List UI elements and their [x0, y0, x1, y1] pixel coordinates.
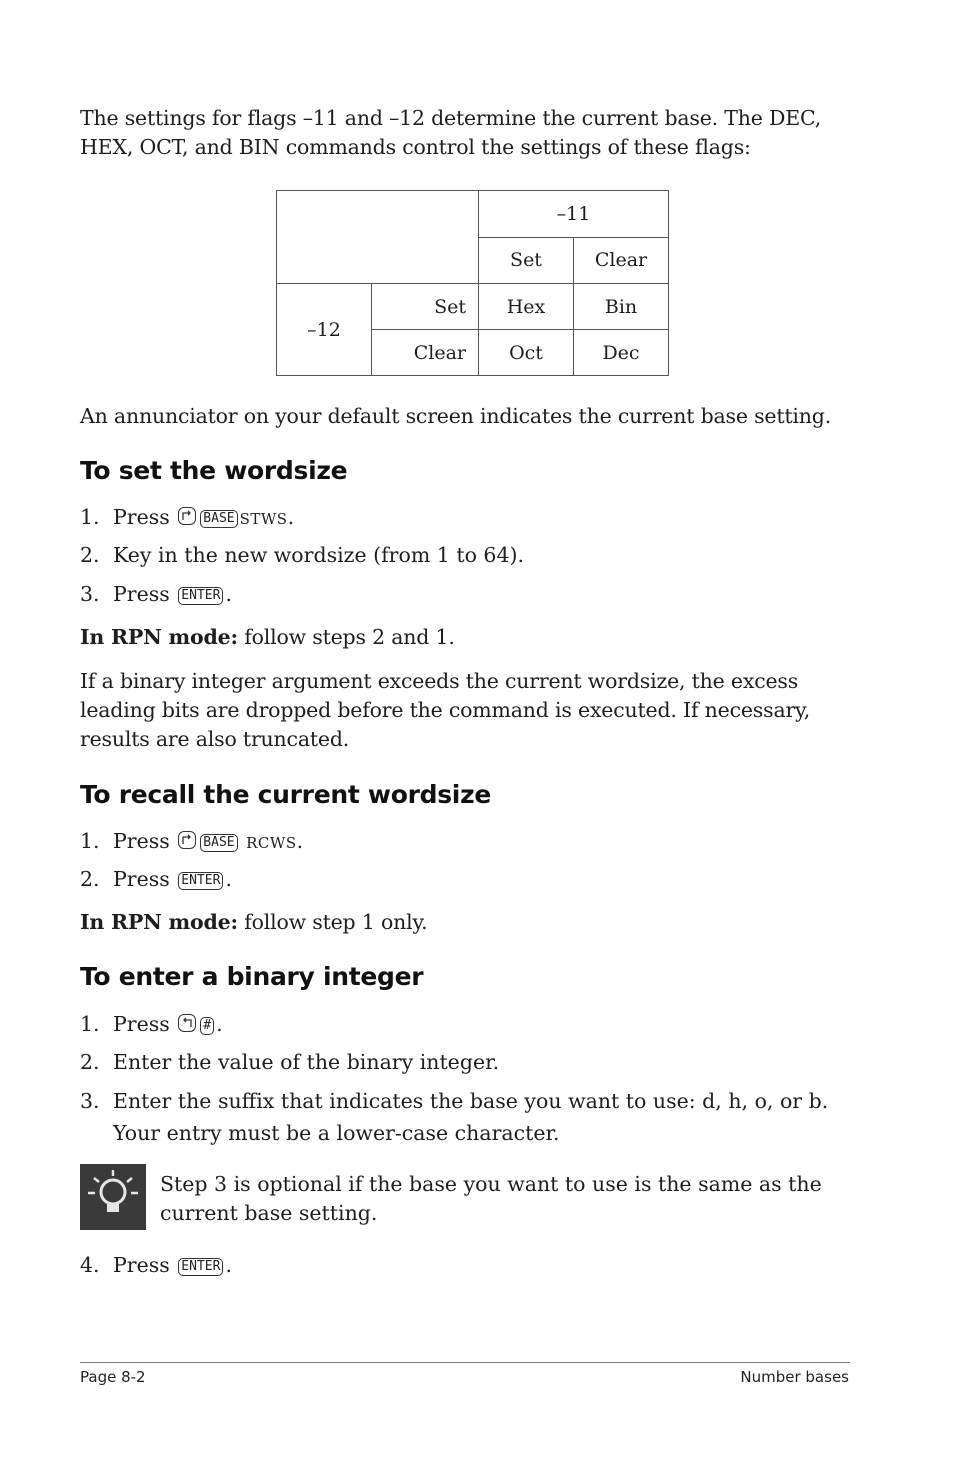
- hash-key-icon: #: [200, 1017, 214, 1035]
- column-flag-header: –11: [479, 191, 669, 238]
- rcws-command: RCWS: [246, 834, 297, 852]
- page-number: Page 8-2: [80, 1368, 146, 1386]
- row-clear-header: Clear: [372, 330, 479, 376]
- enter-key-icon: ENTER: [178, 587, 223, 605]
- enter-key-icon: ENTER: [178, 872, 223, 890]
- heading-recall-wordsize: To recall the current wordsize: [80, 780, 491, 809]
- right-shift-key-icon: [178, 507, 196, 525]
- table-cell-hex: Hex: [479, 284, 574, 330]
- column-set-header: Set: [479, 237, 574, 284]
- table-cell-dec: Dec: [574, 330, 669, 376]
- lightbulb-tip-icon: [80, 1164, 146, 1230]
- base-key-icon: BASE: [200, 834, 237, 852]
- footer-divider: [80, 1362, 850, 1363]
- chapter-title: Number bases: [740, 1368, 849, 1386]
- flags-table: [276, 190, 669, 376]
- intro-paragraph: The settings for flags –11 and –12 determine the current base. The DEC, HEX, OCT, and BIN commands control the settings of these flags:: [80, 106, 822, 159]
- table-empty-corner: [277, 191, 479, 284]
- recall-rpn-note: In RPN mode: follow step 1 only.: [80, 910, 428, 934]
- annunciator-paragraph: An annunciator on your default screen indicates the current base setting.: [80, 404, 832, 428]
- row-flag-header: –12: [277, 284, 372, 376]
- left-shift-key-icon: [178, 1014, 196, 1032]
- wordsize-rpn-note: In RPN mode: follow steps 2 and 1.: [80, 625, 455, 649]
- tip-note: Step 3 is optional if the base you want to use is the same as the current base setting.: [160, 1172, 822, 1225]
- base-key-icon: BASE: [200, 510, 237, 528]
- heading-enter-binary: To enter a binary integer: [80, 962, 424, 991]
- stws-command: STWS: [239, 510, 288, 528]
- heading-set-wordsize: To set the wordsize: [80, 456, 348, 485]
- table-cell-oct: Oct: [479, 330, 574, 376]
- enter-key-icon: ENTER: [178, 1258, 223, 1276]
- row-set-header: Set: [372, 284, 479, 330]
- manual-page: The settings for flags –11 and –12 determine the current base. The DEC, HEX, OCT, and BIN commands control the settings of these flags: –11 Set Clear –12 Set Hex Bin Clear Oct Dec An annunciator on your default screen indicates the current base setting. To set the wordsize 1. Press BASE STWS. 2. Key in the new wordsize (from 1 to 64). 3. Press ENTER . In RPN mode: follow steps 2 and 1. If a binary integer argument exceeds the current wordsize, the excess leading bits are dropped before the command is executed. If necessary, results are also truncated. To recall the current wordsize 1. Press BASE RCWS. 2. Press ENTER . In RPN mode: follow step 1 only. To enter a binary integer 1. Press # . 2. Enter the value of the binary integer. 3. Enter the suffix that indicates the base you want to use: d, h, o, or b. Your entry must be a lower-case character. Step 3 is optional if the base you want to use is the same as the current base setting. 4. Press ENTER . Page 8-2 Number bases: [0, 0, 954, 1464]
- wordsize-paragraph: If a binary integer argument exceeds the current wordsize, the excess leading bits are dropped before the command is executed. If necessary, results are also truncated.: [80, 669, 811, 751]
- right-shift-key-icon: [178, 831, 196, 849]
- table-cell-bin: Bin: [574, 284, 669, 330]
- column-clear-header: Clear: [574, 237, 669, 284]
